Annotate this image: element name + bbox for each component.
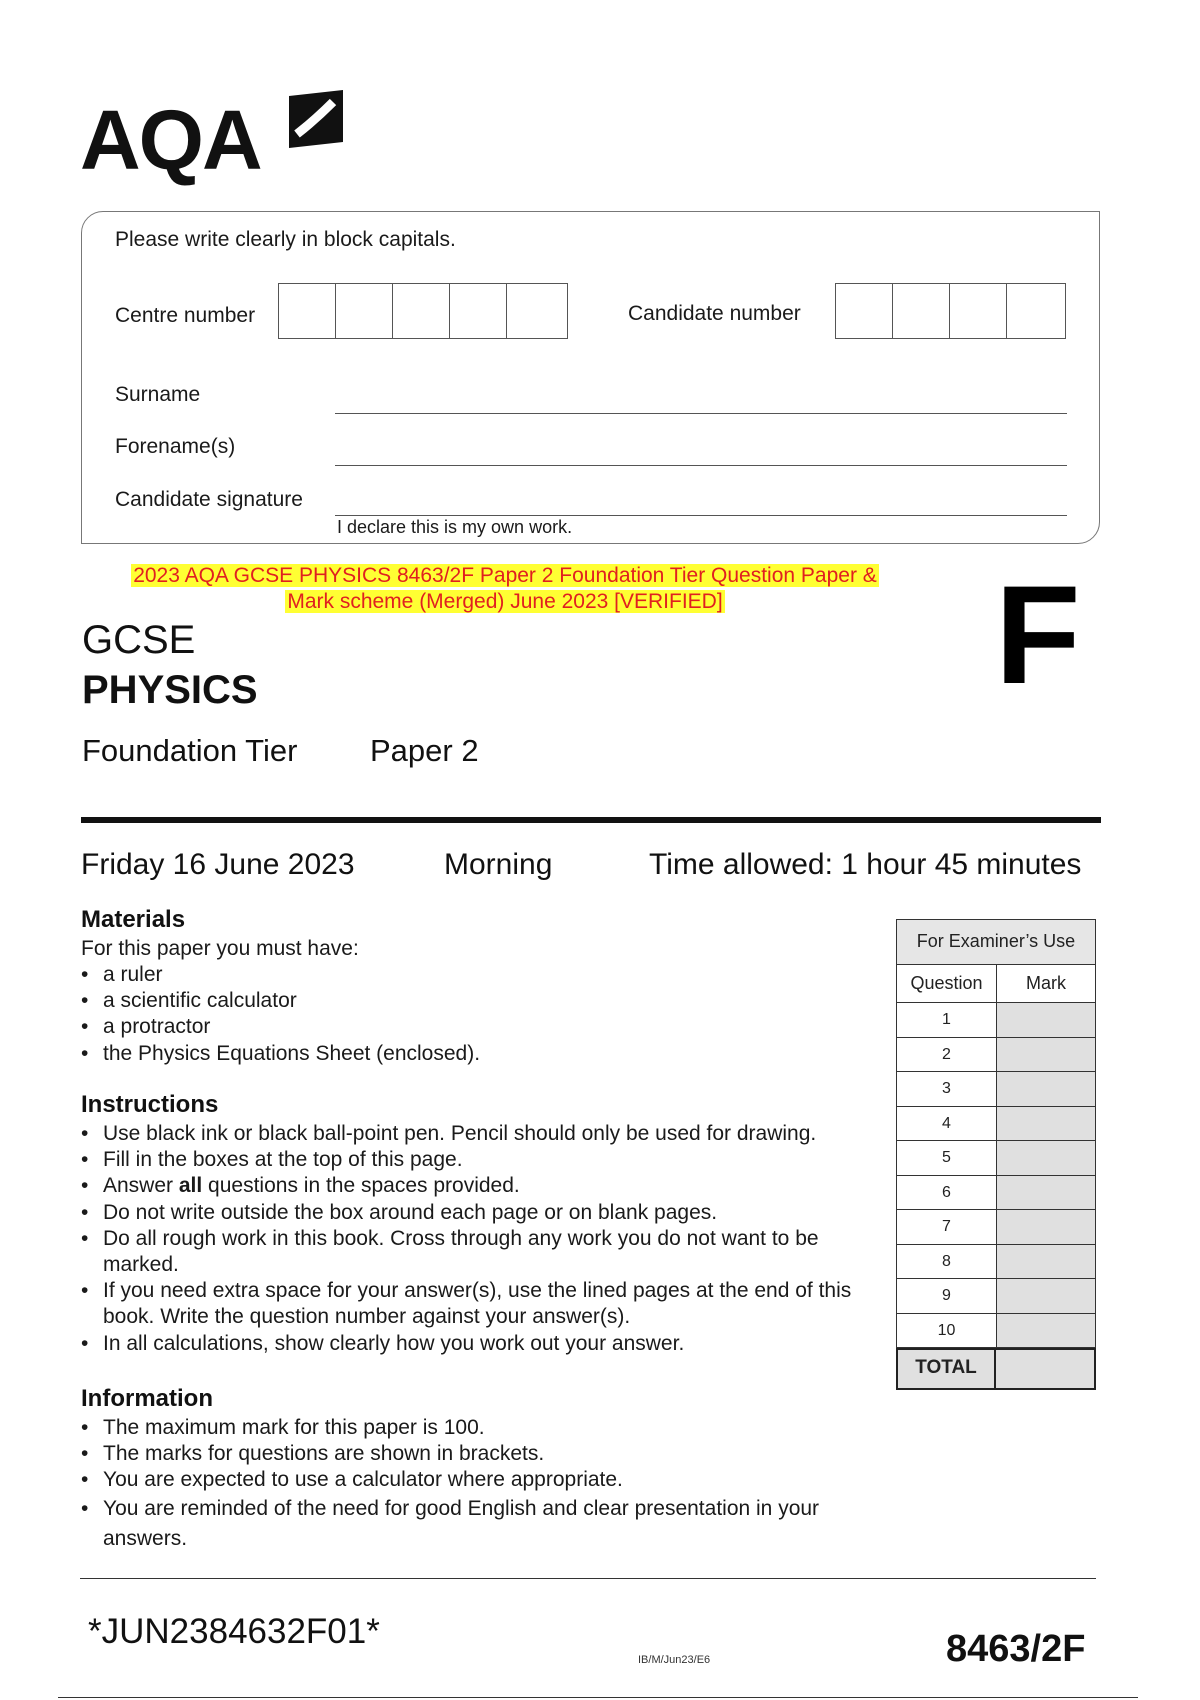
question-number: 9	[896, 1279, 996, 1314]
mark-cell	[996, 1072, 1096, 1107]
mark-cell	[996, 1141, 1096, 1176]
list-item: • In all calculations, show clearly how you work out your answer.	[81, 1331, 871, 1357]
table-row	[896, 1210, 1096, 1245]
candidate-number-label: Candidate number	[628, 302, 801, 325]
footer-divider	[80, 1578, 1096, 1579]
centre-digit-box[interactable]	[450, 284, 507, 338]
list-item: • the Physics Equations Sheet (enclosed).	[81, 1041, 881, 1067]
question-number: 5	[896, 1141, 996, 1176]
table-row	[896, 1245, 1096, 1280]
paper-code: 8463/2F	[946, 1628, 1086, 1670]
information-section	[81, 1385, 871, 1554]
item-text: questions in the spaces provided.	[202, 1174, 520, 1198]
page-bottom-line	[58, 1697, 1138, 1698]
mark-cell	[996, 1314, 1096, 1349]
table-row	[896, 1176, 1096, 1211]
table-row	[896, 1107, 1096, 1142]
list-item	[81, 1173, 871, 1199]
centre-digit-box[interactable]	[279, 284, 336, 338]
emphasis-text: all	[178, 1174, 203, 1198]
list-item: • The maximum mark for this paper is 100.	[81, 1415, 871, 1441]
mark-cell	[996, 1003, 1096, 1038]
list-item: • Fill in the boxes at the top of this page.	[81, 1147, 871, 1173]
qualification-title: GCSE	[82, 618, 196, 662]
forename-line[interactable]	[335, 465, 1067, 466]
list-item: • a scientific calculator	[81, 988, 881, 1014]
question-number: 8	[896, 1245, 996, 1280]
candidate-digit-box[interactable]	[836, 284, 893, 338]
candidate-number-boxes[interactable]	[835, 283, 1066, 339]
signature-line[interactable]	[335, 515, 1067, 516]
table-row	[896, 1003, 1096, 1038]
question-number: 4	[896, 1107, 996, 1142]
mark-cell	[996, 1107, 1096, 1142]
divider	[81, 817, 1101, 823]
candidate-digit-box[interactable]	[1007, 284, 1064, 338]
question-column-header: Question	[896, 965, 996, 1003]
exam-session: Morning	[444, 848, 553, 881]
centre-number-label: Centre number	[115, 304, 256, 327]
mark-cell	[996, 1038, 1096, 1073]
tier-letter: F	[995, 556, 1081, 713]
examiner-table-header-row	[896, 965, 1096, 1003]
total-label: TOTAL	[896, 1348, 996, 1390]
examiner-use-table	[896, 919, 1096, 1390]
mark-cell	[996, 1176, 1096, 1211]
total-row	[896, 1348, 1096, 1390]
list-item: • a ruler	[81, 962, 881, 988]
table-row	[896, 1141, 1096, 1176]
question-number: 1	[896, 1003, 996, 1038]
surname-label: Surname	[115, 383, 201, 406]
time-allowed: Time allowed: 1 hour 45 minutes	[649, 848, 1082, 881]
exam-date: Friday 16 June 2023	[81, 848, 355, 881]
centre-digit-box[interactable]	[336, 284, 393, 338]
item-text: Answer	[103, 1174, 179, 1198]
banner-line-2: Mark scheme (Merged) June 2023 [VERIFIED]	[287, 590, 723, 613]
materials-list	[81, 962, 881, 1067]
logo-text: AQA	[80, 93, 261, 187]
list-item: • Do not write outside the box around each page or on blank pages.	[81, 1200, 871, 1226]
list-item: • Do all rough work in this book. Cross through any work you do not want to be marked.	[81, 1226, 871, 1278]
list-item: • If you need extra space for your answer(s), use the lined pages at the end of this book. Write the question number against your answer(s).	[81, 1278, 871, 1330]
materials-heading: Materials	[81, 906, 186, 933]
total-mark-cell	[996, 1348, 1096, 1390]
tier-label: Foundation Tier	[82, 733, 298, 768]
list-item: • You are expected to use a calculator where appropriate.	[81, 1467, 871, 1493]
materials-intro: For this paper you must have:	[81, 937, 359, 960]
signature-label: Candidate signature	[115, 488, 303, 511]
banner-line-1: 2023 AQA GCSE PHYSICS 8463/2F Paper 2 Foundation Tier Question Paper &	[133, 564, 877, 587]
centre-digit-box[interactable]	[507, 284, 564, 338]
mark-cell	[996, 1245, 1096, 1280]
barcode-text: *JUN2384632F01*	[88, 1612, 380, 1651]
subject-title: PHYSICS	[82, 668, 258, 712]
candidate-digit-box[interactable]	[950, 284, 1007, 338]
reference-code: IB/M/Jun23/E6	[638, 1654, 711, 1666]
paper-label: Paper 2	[370, 733, 479, 768]
list-item: • Use black ink or black ball-point pen. Pencil should only be used for drawing.	[81, 1121, 871, 1147]
list-item: • You are reminded of the need for good English and clear presentation in your answers.	[81, 1494, 871, 1554]
question-number: 10	[896, 1314, 996, 1349]
mark-column-header: Mark	[996, 965, 1096, 1003]
instructions-list	[81, 1121, 871, 1357]
table-row	[896, 1038, 1096, 1073]
aqa-flag-icon	[285, 90, 347, 152]
examiner-table-heading: For Examiner’s Use	[896, 919, 1096, 965]
declaration-text: I declare this is my own work.	[337, 517, 573, 537]
table-row	[896, 1314, 1096, 1349]
question-number: 3	[896, 1072, 996, 1107]
question-number: 2	[896, 1038, 996, 1073]
question-number: 6	[896, 1176, 996, 1211]
surname-line[interactable]	[335, 413, 1067, 414]
highlight-banner	[100, 563, 910, 615]
question-number: 7	[896, 1210, 996, 1245]
aqa-logo	[80, 90, 350, 190]
materials-section	[81, 906, 881, 1067]
information-heading: Information	[81, 1385, 213, 1412]
mark-cell	[996, 1210, 1096, 1245]
centre-digit-box[interactable]	[393, 284, 450, 338]
table-row	[896, 1072, 1096, 1107]
block-capitals-instruction: Please write clearly in block capitals.	[115, 228, 456, 251]
centre-number-boxes[interactable]	[278, 283, 568, 339]
instructions-section	[81, 1091, 871, 1357]
list-item: • a protractor	[81, 1014, 881, 1040]
list-item: • The marks for questions are shown in brackets.	[81, 1441, 871, 1467]
forename-label: Forename(s)	[115, 435, 236, 458]
information-list	[81, 1415, 871, 1554]
table-row	[896, 1279, 1096, 1314]
instructions-heading: Instructions	[81, 1091, 219, 1118]
mark-cell	[996, 1279, 1096, 1314]
candidate-digit-box[interactable]	[893, 284, 950, 338]
